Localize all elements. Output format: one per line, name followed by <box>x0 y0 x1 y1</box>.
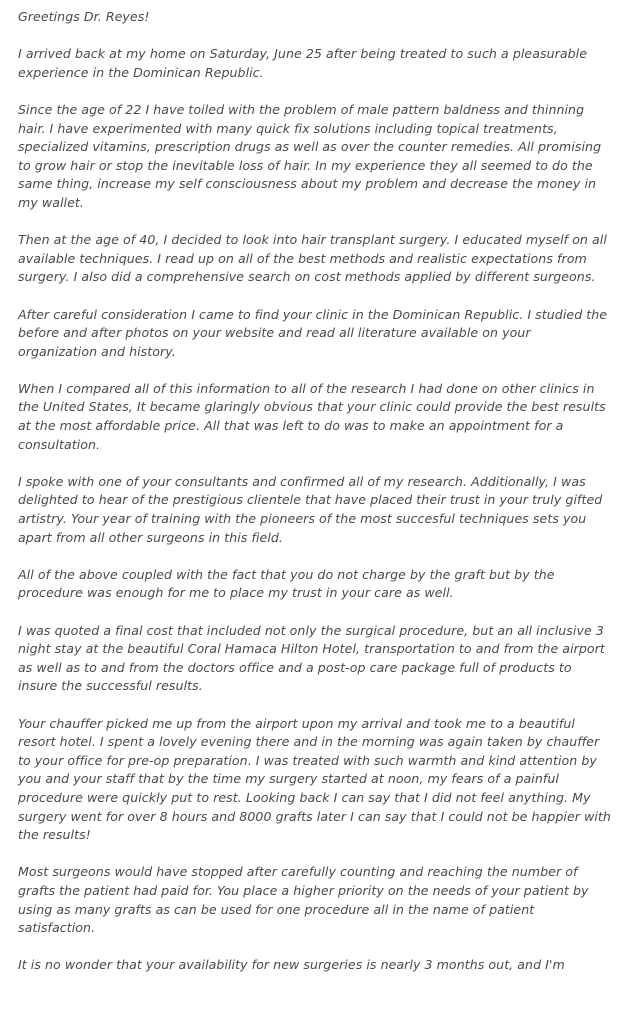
letter-paragraph: After careful consideration I came to find your clinic in the Dominican Republic. I studied the before and after photos on your website and read all literature available on your organization and history. <box>18 306 608 359</box>
letter-paragraph: It is no wonder that your availability for new surgeries is nearly 3 months out, and I'm <box>18 957 565 973</box>
letter-paragraph: Since the age of 22 I have toiled with the problem of male pattern baldness and thinning hair. I have experimented with many quick fix solutions including topical treatments, specialized vitamins, prescription drugs as well as over the counter remedies. All promising to grow hair or stop the inevitable loss of hair. In my experience they all seemed to do the same thing, increase my self consciousness about my problem and decrease the money in my wallet. <box>18 101 602 210</box>
letter-paragraph: Your chauffer picked me up from the airport upon my arrival and took me to a beautiful resort hotel. I spent a lovely evening there and in the morning was again taken by chauffer to your office for pre-op preparation. I was treated with such warmth and kind attention by you and your staff that by the time my surgery started at noon, my fears of a painful procedure were quickly put to rest. Looking back I can say that I did not feel anything. My surgery went for over 8 hours and 8000 grafts later I can say that I could not be happier with the results! <box>18 715 611 843</box>
letter-paragraph: I spoke with one of your consultants and confirmed all of my research. Additionally, I was delighted to hear of the prestigious clientele that have placed their trust in your truly gifted artistry. Your year of training with the pioneers of the most succesful techniques sets you apart from all other surgeons in this field. <box>18 473 603 545</box>
letter-body <box>18 8 612 993</box>
letter-greeting: Greetings Dr. Reyes! <box>18 9 150 24</box>
letter-paragraph: When I compared all of this information to all of the research I had done on other clinics in the United States, It became glaringly obvious that your clinic could provide the best results at the most affordable price. All that was left to do was to make an appointment for a consultation. <box>18 380 606 452</box>
letter-paragraph: I arrived back at my home on Saturday, June 25 after being treated to such a pleasurable experience in the Dominican Republic. <box>18 46 588 80</box>
letter-paragraph: I was quoted a final cost that included not only the surgical procedure, but an all inclusive 3 night stay at the beautiful Coral Hamaca Hilton Hotel, transportation to and from the airport as well as to and from the doctors office and a post-op care package full of products to insure the successful results. <box>18 622 605 694</box>
letter-paragraph: Most surgeons would have stopped after carefully counting and reaching the number of grafts the patient had paid for. You place a higher priority on the needs of your patient by using as many grafts as can be used for one procedure all in the name of patient satisfaction. <box>18 864 589 936</box>
letter-paragraph: All of the above coupled with the fact that you do not charge by the graft but by the procedure was enough for me to place my trust in your care as well. <box>18 566 555 601</box>
letter-paragraph: Then at the age of 40, I decided to look into hair transplant surgery. I educated myself on all available techniques. I read up on all of the best methods and realistic expectations from surgery. I also did a comprehensive search on cost methods applied by different surgeons. <box>18 232 607 285</box>
